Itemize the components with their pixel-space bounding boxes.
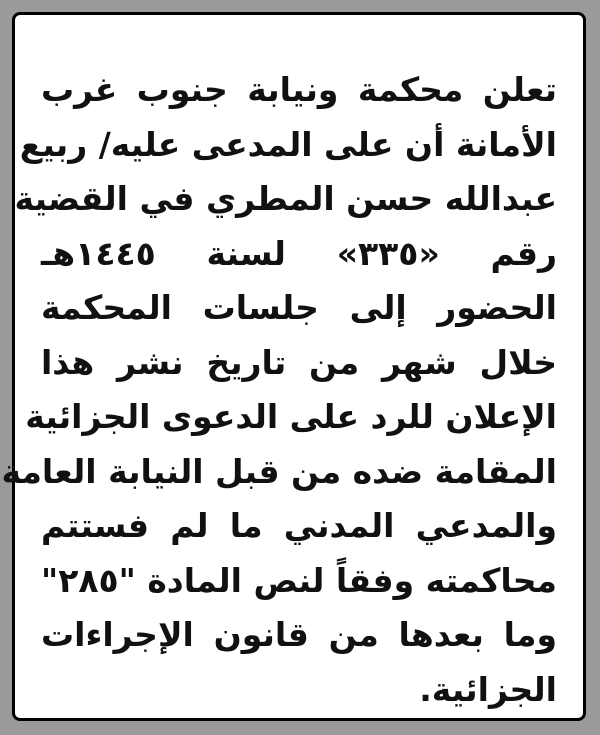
notice-card (1, 12, 586, 721)
notice-line-5: الحضور إلى جلسات المحكمة (41, 288, 557, 327)
notice-line-3: عبدالله حسن المطري في القضية (14, 179, 557, 218)
notice-line-8: المقامة ضده من قبل النيابة العامة (1, 451, 557, 491)
notice-line-7: الإعلان للرد على الدعوى الجزائية (25, 397, 557, 436)
notice-line-2: الأمانة أن على المدعى عليه/ ربيع (19, 124, 557, 164)
notice-line-12: الجزائية. (419, 669, 557, 709)
notice-line-6: خلال شهر من تاريخ نشر هذا (41, 342, 557, 382)
notice-line-10: محاكمته وفقاً لنص المادة "٢٨٥" (41, 560, 557, 600)
notice-line-9: والمدعي المدني ما لم فستتم (41, 506, 557, 545)
notice-line-4: رقم «٣٣٥» لسنة ١٤٤٥هـ (41, 233, 557, 273)
notice-body (1, 63, 557, 717)
notice-line-1: تعلن محكمة ونيابة جنوب غرب (41, 70, 557, 109)
notice-line-11: وما بعدها من قانون الإجراءات (41, 615, 557, 654)
